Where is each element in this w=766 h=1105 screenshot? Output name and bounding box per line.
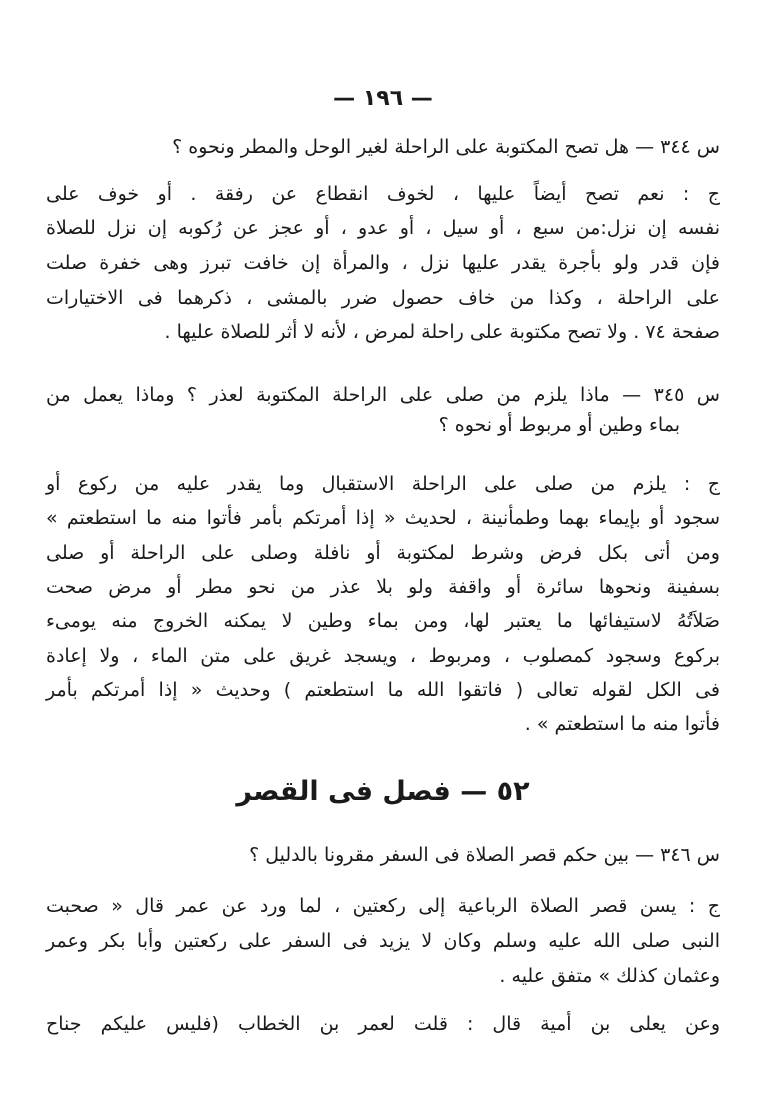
answer-line: وعثمان كذلك » متفق عليه . [499,965,720,987]
answer-line: نفسه إن نزل:من سبع ، أو سيل ، أو عدو ، أو عجز عن رُكوبه إن نزل للصلاة [46,217,720,239]
answer-line: ج : يسن قصر الصلاة الرباعية إلى ركعتين ، لما ورد عن عمر قال « صحبت [46,895,720,917]
answer-line: بركوع وسجود كمصلوب ، ومربوط ، ويسجد غريق على متن الماء ، ولا إعادة [46,645,720,667]
answer-line: ج : يلزم من صلى على الراحلة الاستقبال وما يقدر عليه من ركوع أو [46,473,720,495]
answer-line: فأتوا منه ما استطعتم » . [524,713,720,735]
answer-line: فى الكل لقوله تعالى ( فاتقوا الله ما استطعتم ) وحديث « إذا أمرتكم بأمر [46,679,720,701]
page-number: — ١٩٦ — [333,86,433,111]
answer-line: وعن يعلى بن أمية قال : قلت لعمر بن الخطاب (فليس عليكم جناح [46,1013,720,1035]
answer-line: على الراحلة ، وكذا من خاف حصول ضرر بالمشى ، ذكرهما فى الاختيارات [46,287,720,309]
question-346: س ٣٤٦ — بين حكم قصر الصلاة فى السفر مقرونا بالدليل ؟ [249,844,720,866]
answer-line: صفحة ٧٤ . ولا تصح مكتوبة على راحلة لمرض ، لأنه لا أثر للصلاة عليها . [164,321,720,343]
question-344: س ٣٤٤ — هل تصح المكتوبة على الراحلة لغير الوحل والمطر ونحوه ؟ [172,136,720,158]
answer-line: صَلاَتُهُ لاستيفائها ما يعتبر لها، ومن بماء وطين لا يمكنه الخروج منه يومىء [46,610,720,632]
section-heading: ٥٢ — فصل فى القصر [236,776,530,807]
answer-line: ج : نعم تصح أيضاً عليها ، لخوف انقطاع عن رفقة . أو خوف على [46,183,720,205]
question-line: بماء وطين أو مربوط أو نحوه ؟ [438,414,680,436]
answer-line: النبى صلى الله عليه وسلم وكان لا يزيد فى السفر على ركعتين وأبا بكر وعمر [46,930,720,952]
question-345: س ٣٤٥ — ماذا يلزم من صلى على الراحلة المكتوبة لعذر ؟ وماذا يعمل من [46,384,720,406]
answer-line: بسفينة ونحوها سائرة أو واقفة ولو بلا عذر من نحو مطر أو مرض صحت [46,576,720,598]
answer-line: فإن قدر ولو بأجرة يقدر عليها نزل ، والمرأة إن خافت تبرز وهى خفرة صلت [46,252,720,274]
answer-line: ومن أتى بكل فرض وشرط لمكتوبة أو نافلة وصلى على الراحلة أو صلى [46,542,720,564]
answer-line: سجود أو بإيماء بهما وطمأنينة ، لحديث « إذا أمرتكم بأمر فأتوا منه ما استطعتم » [46,507,720,529]
